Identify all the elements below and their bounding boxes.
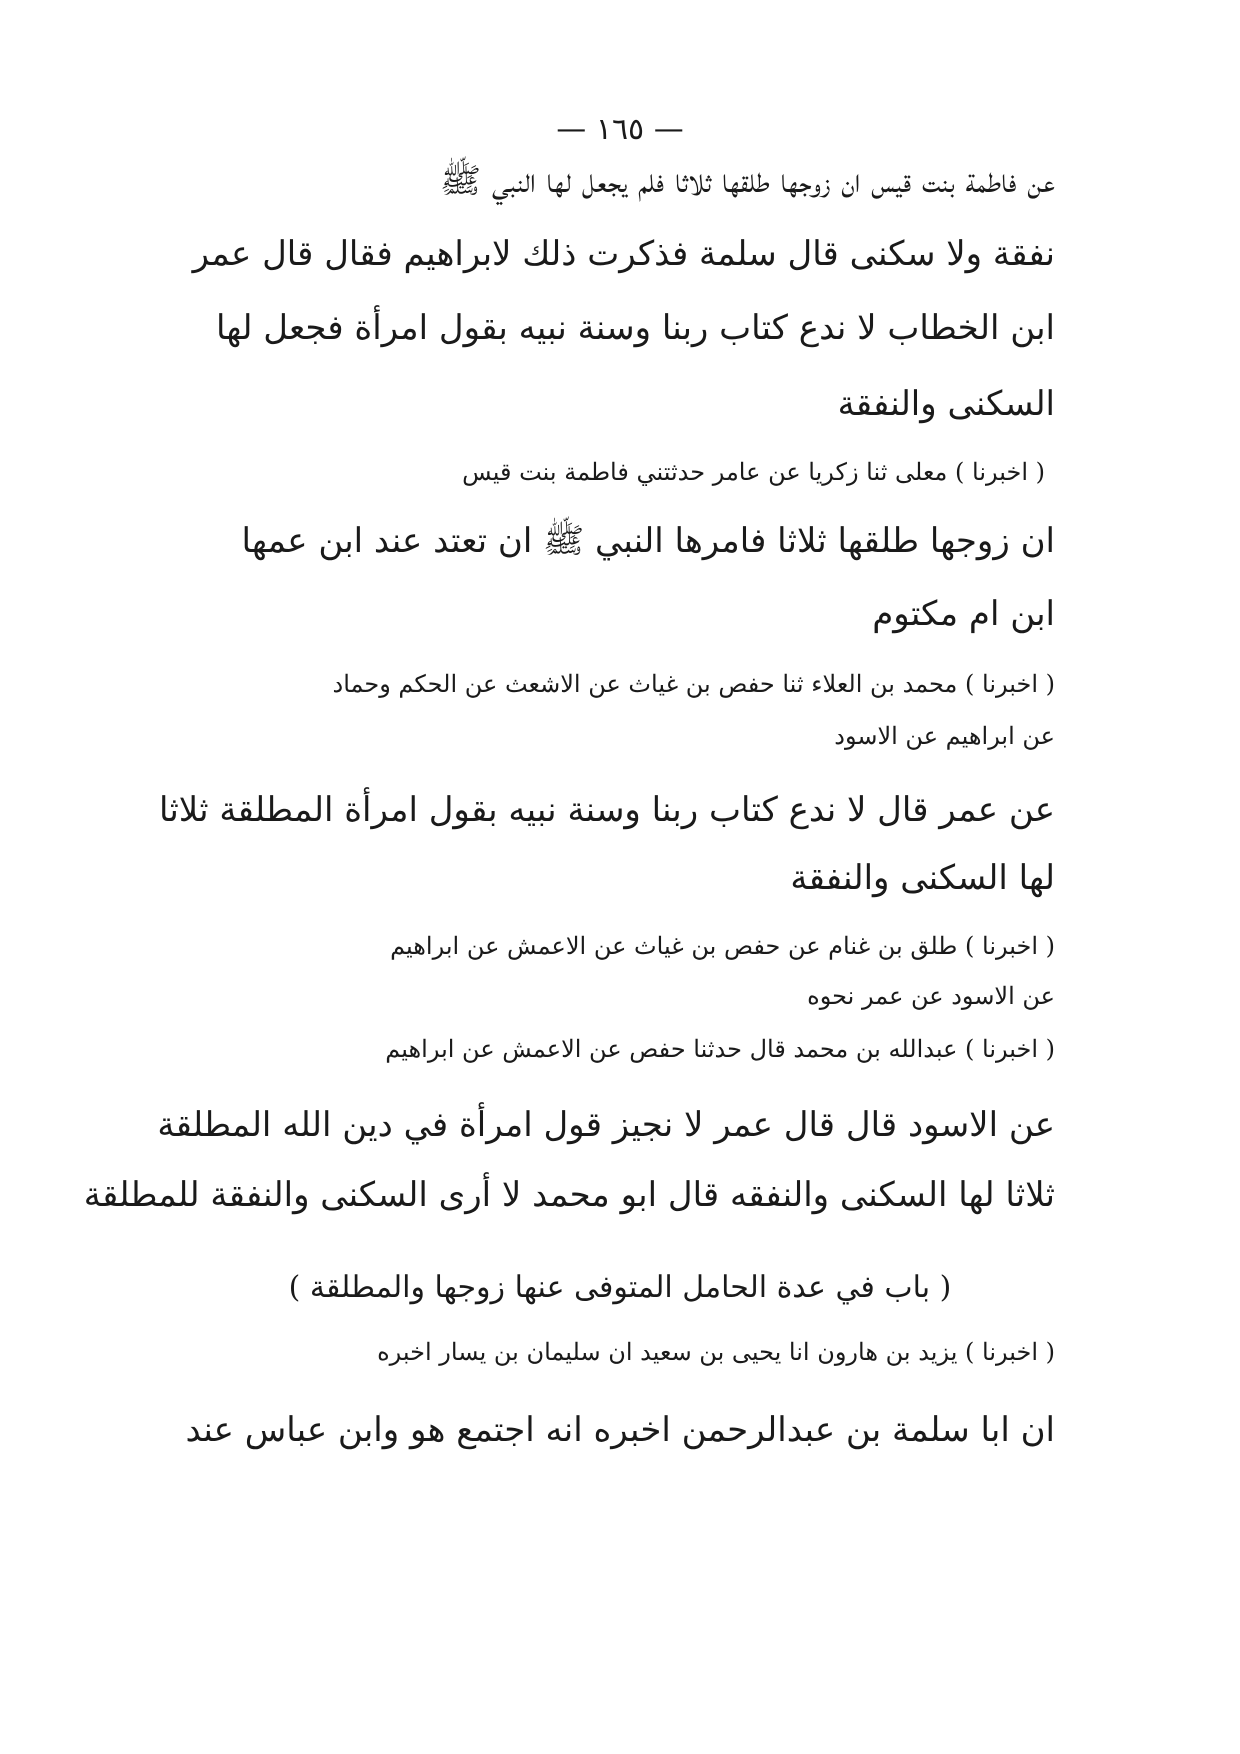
text-line-6: ابن ام مكتوم (872, 594, 1055, 634)
isnad-line-6: ( اخبرنا ) عبدالله بن محمد قال حدثنا حفص عن الاعمش عن ابراهيم (385, 1035, 1055, 1063)
text-line-7: عن عمر قال لا ندع كتاب ربنا وسنة نبيه بقول امرأة المطلقة ثلاثا (158, 790, 1055, 830)
isnad-line-3: عن ابراهيم عن الاسود (834, 722, 1055, 750)
text-line-3: ابن الخطاب لا ندع كتاب ربنا وسنة نبيه بقول امرأة فجعل لها (216, 308, 1055, 348)
isnad-line-4: ( اخبرنا ) طلق بن غنام عن حفص بن غياث عن الاعمش عن ابراهيم (390, 932, 1055, 960)
text-line-1: عن فاطمة بنت قيس ان زوجها طلقها ثلاثا فلم يجعل لها النبي ﷺ (440, 161, 1055, 201)
isnad-line-1: ( اخبرنا ) معلى ثنا زكريا عن عامر حدثتني فاطمة بنت قيس (462, 458, 1045, 486)
text-line-5: ان زوجها طلقها ثلاثا فامرها النبي ﷺ ان تعتد عند ابن عمها (241, 521, 1055, 561)
text-line-8: لها السكنى والنفقة (790, 858, 1055, 898)
text-line-10: ثلاثا لها السكنى والنفقه قال ابو محمد لا أرى السكنى والنفقة للمطلقة (83, 1175, 1055, 1215)
isnad-line-2: ( اخبرنا ) محمد بن العلاء ثنا حفص بن غياث عن الاشعث عن الحكم وحماد (332, 670, 1055, 698)
text-line-9: عن الاسود قال قال عمر لا نجيز قول امرأة في دين الله المطلقة (157, 1105, 1055, 1145)
page-number: — ١٦٥ — (556, 112, 684, 147)
text-line-4: السكنى والنفقة (837, 384, 1055, 424)
text-line-2: نفقة ولا سكنى قال سلمة فذكرت ذلك لابراهيم فقال قال عمر (192, 234, 1055, 274)
chapter-heading: ( باب في عدة الحامل المتوفى عنها زوجها والمطلقة ) (288, 1270, 952, 1305)
isnad-line-5: عن الاسود عن عمر نحوه (807, 982, 1055, 1010)
isnad-line-7: ( اخبرنا ) يزيد بن هارون انا يحيى بن سعيد ان سليمان بن يسار اخبره (377, 1338, 1055, 1366)
text-line-11: ان ابا سلمة بن عبدالرحمن اخبره انه اجتمع هو وابن عباس عند (185, 1410, 1055, 1450)
